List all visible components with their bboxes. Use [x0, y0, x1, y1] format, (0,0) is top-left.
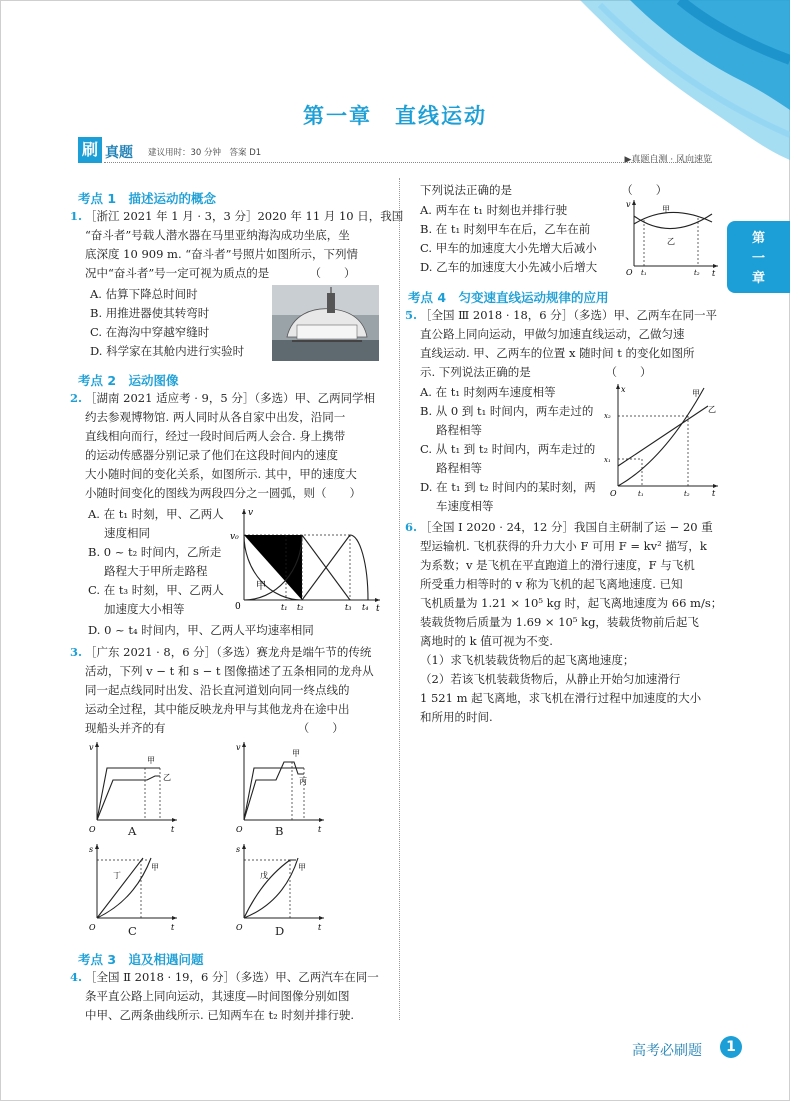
q3c-line-ding: [97, 858, 143, 918]
question-6-line: 离地时的 k 值可视为不变.: [420, 634, 553, 648]
question-5-option: B. 从 0 到 t₁ 时间内，两车走过的: [420, 404, 594, 418]
q3b-line-jia: [244, 768, 304, 820]
question-6-line: ［全国 Ⅰ 2020 · 24，12 分］我国自主研制了运 − 20 重: [420, 520, 713, 534]
question-6-line: （2）若该飞机装载货物后，从静止开始匀加速滑行: [420, 672, 681, 686]
question-4-option: A. 两车在 t₁ 时刻也并排行驶: [420, 203, 568, 217]
q3c-label-b: 甲: [151, 863, 159, 872]
question-5-line: ［全国 Ⅲ 2018 · 18，6 分］（多选）甲、乙两车在同一平: [420, 308, 717, 322]
q3b-label-a: 甲: [292, 749, 300, 758]
q5-tick-t1: t₁: [638, 490, 644, 498]
column-divider: [399, 178, 400, 1020]
question-2-line: 大小随时间的变化关系，如图所示. 其中，甲的速度大: [85, 467, 357, 481]
q2-jia-label: 甲: [256, 581, 266, 592]
q5-axis-x: x: [621, 385, 626, 394]
q4-axis-t: t: [712, 269, 716, 278]
question-2-line: 的运动传感器分别记录了他们在这段时间内的速度: [85, 448, 338, 462]
question-2-option: B. 0 ~ t₂ 时间内，乙所走: [88, 545, 222, 559]
question-number: 1.: [70, 209, 83, 223]
question-1-option: C. 在海沟中穿越窄缝时: [90, 325, 210, 339]
question-6-line: 为系数；v 是飞机在平直跑道上的滑行速度，F 与飞机: [420, 558, 695, 572]
chapter-side-tab: [727, 221, 790, 293]
question-4-option: C. 甲车的加速度大小先增大后减小: [420, 241, 597, 255]
q3c-axis: s: [89, 845, 94, 854]
q3d-origin: O: [236, 923, 243, 932]
question-5-option-cont: 车速度相等: [436, 499, 494, 513]
question-2-line: 直线相向而行，经过一段时间后两人会合. 身上携带: [85, 429, 346, 443]
q4-label-jia: 甲: [662, 205, 670, 214]
q3c-curve-jia: [97, 858, 151, 918]
q3b-t: t: [318, 825, 322, 834]
chapter-title: 第一章 直线运动: [303, 104, 487, 128]
question-5-option-cont: 路程相等: [436, 461, 482, 475]
q3b-origin: O: [236, 825, 243, 834]
section-title-4: 考点 4 匀变速直线运动规律的应用: [408, 290, 609, 305]
question-6-line: 和所用的时间.: [420, 710, 493, 724]
side-tab-char-3: 章: [751, 271, 765, 286]
section-title-3: 考点 3 追及相遇问题: [78, 952, 204, 967]
question-3-line: 同一起点线同时出发、沿长直河道划向同一终点线的: [85, 683, 350, 697]
question-1-option: A. 估算下降总时间时: [90, 287, 198, 301]
question-1-line: ［浙江 2021 年 1 月 · 3，3 分］2020 年 11 月 10 日，我国: [85, 209, 404, 223]
q2-jia-arc-3: [350, 535, 368, 600]
q3a-t: t: [171, 825, 175, 834]
q3b-label-b: 丙: [299, 777, 307, 786]
q3a-origin: O: [89, 825, 96, 834]
q5-tick-t2: t₂: [684, 490, 690, 498]
q3d-axis: s: [236, 845, 241, 854]
question-4-line: ［全国 Ⅱ 2018 · 19，6 分］（多选）甲、乙两汽车在同一: [85, 970, 379, 984]
question-2-line: ［湖南 2021 适应考 · 9，5 分］（多选）甲、乙两同学相: [85, 391, 376, 405]
q5-line-yi: [618, 406, 708, 466]
q4-tick-t1: t₁: [641, 269, 647, 277]
question-2-line: 小随时间变化的图线为两段四分之一圆弧，则（ ）: [85, 486, 361, 500]
q3b-axis: v: [236, 743, 241, 752]
q3a-line-yi: [97, 776, 160, 820]
q2-yi-label: 乙: [262, 543, 272, 554]
side-tab-char-2: 一: [751, 251, 765, 266]
q3d-label-a: 戊: [260, 871, 268, 880]
q3-graph-a-label: A: [128, 824, 137, 838]
q5-tick-x1: x₁: [604, 456, 611, 464]
question-5-option: D. 在 t₁ 到 t₂ 时间内的某时刻，两: [420, 480, 596, 494]
q2-tick-t1: t₁: [281, 603, 288, 612]
question-4-line: 中甲、乙两条曲线所示. 已知两车在 t₂ 时刻并排行驶.: [85, 1008, 355, 1022]
q3c-label-a: 丁: [113, 871, 121, 880]
q2-v0-label: v₀: [230, 532, 239, 542]
question-2-option: C. 在 t₃ 时刻，甲、乙两人: [88, 583, 224, 597]
q4-tick-t2: t₂: [694, 269, 700, 277]
section-header: [78, 140, 712, 165]
question-number: 4.: [70, 970, 83, 984]
question-4-option: B. 在 t₁ 时刻甲车在后，乙车在前: [420, 222, 591, 236]
q5-label-yi: 乙: [708, 405, 716, 414]
question-6-line: 飞机质量为 1.21 × 10⁵ kg 时，起飞离地速度为 66 m/s；: [420, 596, 723, 610]
q4-origin: O: [626, 268, 633, 277]
question-2-option: D. 0 ~ t₄ 时间内，甲、乙两人平均速率相同: [88, 623, 314, 637]
question-3-line: 运动全过程，其中能反映龙舟甲与其他龙舟在途中出: [85, 702, 350, 716]
q3d-curve-wu: [244, 860, 296, 918]
q2-axis-v: v: [248, 508, 254, 518]
question-2-option-cont: 路程大于甲所走路程: [104, 564, 208, 578]
q5-origin: O: [610, 489, 617, 498]
q5-label-jia: 甲: [692, 389, 700, 398]
question-5-line: 示. 下列说法正确的是 （ ）: [420, 365, 652, 379]
q3d-t: t: [318, 923, 322, 932]
q4-axis-v: v: [626, 200, 631, 209]
q2-tick-t2: t₂: [297, 603, 304, 612]
q2-vt-graph: [230, 505, 385, 617]
q2-origin: 0: [235, 602, 241, 612]
header-label: 真题: [105, 145, 133, 161]
question-6-line: （1）求飞机装载货物后的起飞离地速度；: [420, 653, 635, 667]
q5-axis-t: t: [712, 489, 716, 498]
header-right: ▶真题自测 · 风向速览: [624, 155, 712, 165]
question-5-option: C. 从 t₁ 到 t₂ 时间内，两车走过的: [420, 442, 596, 456]
side-tab-char-1: 第: [751, 231, 765, 246]
section-title-2: 考点 2 运动图像: [78, 373, 179, 388]
q3-graph-d-label: D: [275, 924, 285, 938]
q3c-origin: O: [89, 923, 96, 932]
question-4-option: D. 乙车的加速度大小先减小后增大: [420, 260, 598, 274]
q2-tick-t4: t₄: [362, 603, 369, 612]
question-4-line: 条平直公路上同向运动，其速度—时间图像分别如图: [85, 989, 350, 1003]
header-divider: [104, 162, 712, 163]
q5-xt-graph: [604, 382, 722, 500]
question-6-line: 型运输机. 飞机获得的升力大小 F 可用 F = kv² 描写，k: [420, 539, 707, 553]
question-3-line: 现船头并齐的有 （ ）: [85, 721, 344, 735]
q4-label-yi: 乙: [667, 237, 675, 246]
page-number: 1: [720, 1036, 742, 1058]
question-5-line: 直线运动. 甲、乙两车的位置 x 随时间 t 的变化如图所: [420, 346, 695, 360]
header-meta: 建议用时：30 分钟 答案 D1: [148, 148, 262, 158]
q4-vt-graph: [622, 198, 722, 278]
question-5-option: A. 在 t₁ 时刻两车速度相等: [420, 385, 556, 399]
question-number: 2.: [70, 391, 83, 405]
question-3-line: ［广东 2021 · 8，6 分］（多选）赛龙舟是端午节的传统: [85, 645, 372, 659]
question-number: 6.: [405, 520, 418, 534]
question-1-line: 况中“奋斗者”号一定可视为质点的是 （ ）: [85, 266, 356, 280]
question-1-line: “奋斗者”号载人潜水器在马里亚纳海沟成功坐底，坐: [85, 228, 350, 242]
question-2-option-cont: 速度相同: [104, 526, 150, 540]
q4-curve-jia: [634, 212, 712, 224]
question-2-option: A. 在 t₁ 时刻，甲、乙两人: [88, 507, 224, 521]
question-1-option: D. 科学家在其舱内进行实验时: [90, 344, 245, 358]
question-4-line: 下列说法正确的是 （ ）: [420, 183, 668, 197]
q3d-label-b: 甲: [298, 863, 306, 872]
q3a-axis: v: [89, 743, 94, 752]
q3-graph-b-label: B: [275, 824, 284, 838]
question-3-line: 活动，下列 v − t 和 s − t 图像描述了五条相同的龙舟从: [85, 664, 374, 678]
q5-tick-x2: x₂: [604, 412, 611, 420]
question-6-line: 1 521 m 起飞离地，求飞机在滑行过程中加速度的大小: [420, 691, 702, 705]
question-2-option-cont: 加速度大小相等: [104, 602, 185, 616]
q4-curve-yi: [634, 214, 712, 229]
q3a-line-jia: [97, 768, 160, 820]
section-title-1: 考点 1 描述运动的概念: [78, 191, 217, 206]
question-5-option-cont: 路程相等: [436, 423, 482, 437]
submersible-photo: [272, 285, 379, 361]
q3a-label-a: 甲: [147, 756, 155, 765]
question-6-line: 装载货物后质量为 1.69 × 10⁵ kg，装载货物前后起飞: [420, 615, 699, 629]
question-2-line: 约去参观博物馆. 两人同时从各自家中出发，沿同一: [85, 410, 346, 424]
q3-graph-c-label: C: [128, 924, 137, 938]
q3a-label-b: 乙: [163, 773, 171, 782]
q2-axis-t: t: [376, 604, 380, 614]
footer-brand: 高考必刷题: [632, 1043, 702, 1059]
question-number: 3.: [70, 645, 83, 659]
question-number: 5.: [405, 308, 418, 322]
q3c-t: t: [171, 923, 175, 932]
question-6-line: 所受重力相等时的 v 称为飞机的起飞离地速度. 已知: [420, 577, 683, 591]
question-5-line: 直公路上同向运动，甲做匀加速直线运动，乙做匀速: [420, 327, 685, 341]
q2-tick-t3: t₃: [345, 603, 352, 612]
question-1-option: B. 用推进器使其转弯时: [90, 306, 210, 320]
question-1-line: 底深度 10 909 m. “奋斗者”号照片如图所示，下列情: [85, 247, 359, 261]
header-badge: 刷: [78, 137, 102, 163]
